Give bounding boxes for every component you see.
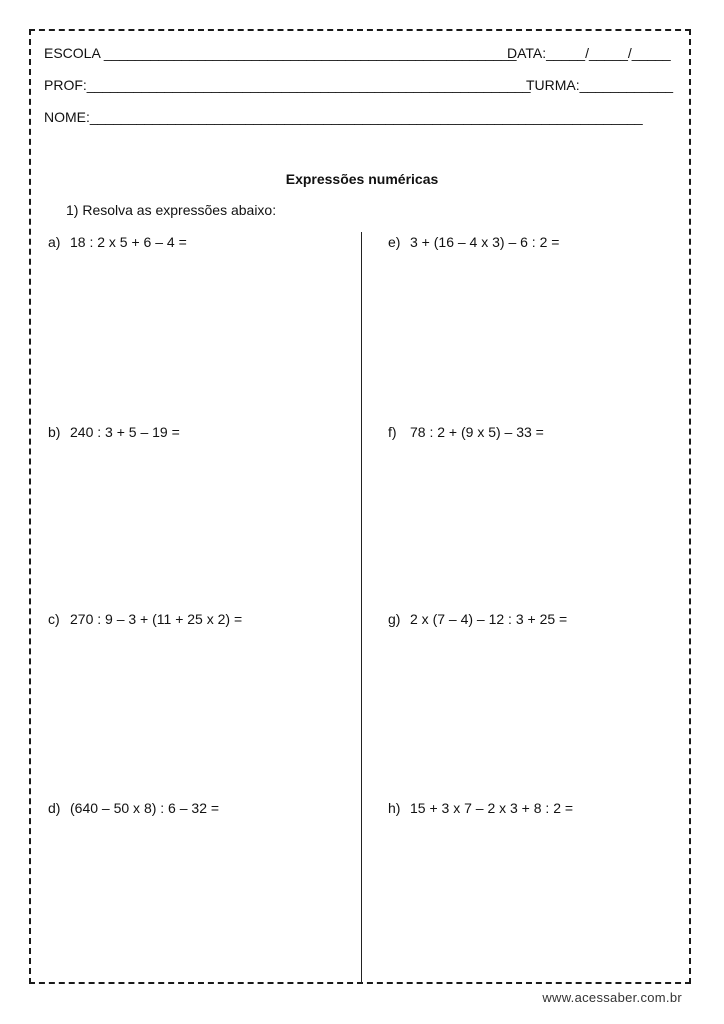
exercise-expression: 3 + (16 – 4 x 3) – 6 : 2 =: [410, 234, 560, 250]
exercise-f: [388, 424, 544, 440]
exercise-letter: d): [48, 800, 61, 816]
exercise-expression: 2 x (7 – 4) – 12 : 3 + 25 =: [410, 611, 568, 627]
exercise-letter: a): [48, 234, 61, 250]
instruction-text: 1) Resolva as expressões abaixo:: [66, 202, 277, 218]
exercise-a: [48, 234, 187, 250]
name-field: NOME:_______________________________________________________________________: [44, 109, 643, 125]
exercise-letter: b): [48, 424, 61, 440]
exercise-expression: 78 : 2 + (9 x 5) – 33 =: [410, 424, 544, 440]
exercise-e: [388, 234, 559, 250]
teacher-field: PROF:_________________________________________________________: [44, 77, 531, 93]
exercise-expression: (640 – 50 x 8) : 6 – 32 =: [70, 800, 220, 816]
exercise-expression: 240 : 3 + 5 – 19 =: [70, 424, 180, 440]
exercise-expression: 15 + 3 x 7 – 2 x 3 + 8 : 2 =: [410, 800, 574, 816]
date-field: DATA:_____/_____/_____: [507, 45, 671, 61]
footer-website: www.acessaber.com.br: [542, 990, 682, 1005]
exercise-letter: c): [48, 611, 60, 627]
exercise-d: [48, 800, 219, 816]
exercise-h: [388, 800, 573, 816]
exercise-g: [388, 611, 567, 627]
school-field: ESCOLA _____________________________________________________: [44, 45, 517, 61]
exercise-c: [48, 611, 242, 627]
page-title: Expressões numéricas: [285, 171, 439, 187]
exercise-letter: h): [388, 800, 401, 816]
exercise-letter: f): [388, 424, 397, 440]
class-field: TURMA:____________: [526, 77, 674, 93]
exercise-expression: 18 : 2 x 5 + 6 – 4 =: [70, 234, 187, 250]
exercise-b: [48, 424, 180, 440]
exercise-letter: e): [388, 234, 401, 250]
exercise-expression: 270 : 9 – 3 + (11 + 25 x 2) =: [70, 611, 243, 627]
exercise-letter: g): [388, 611, 401, 627]
column-divider: [361, 232, 362, 984]
